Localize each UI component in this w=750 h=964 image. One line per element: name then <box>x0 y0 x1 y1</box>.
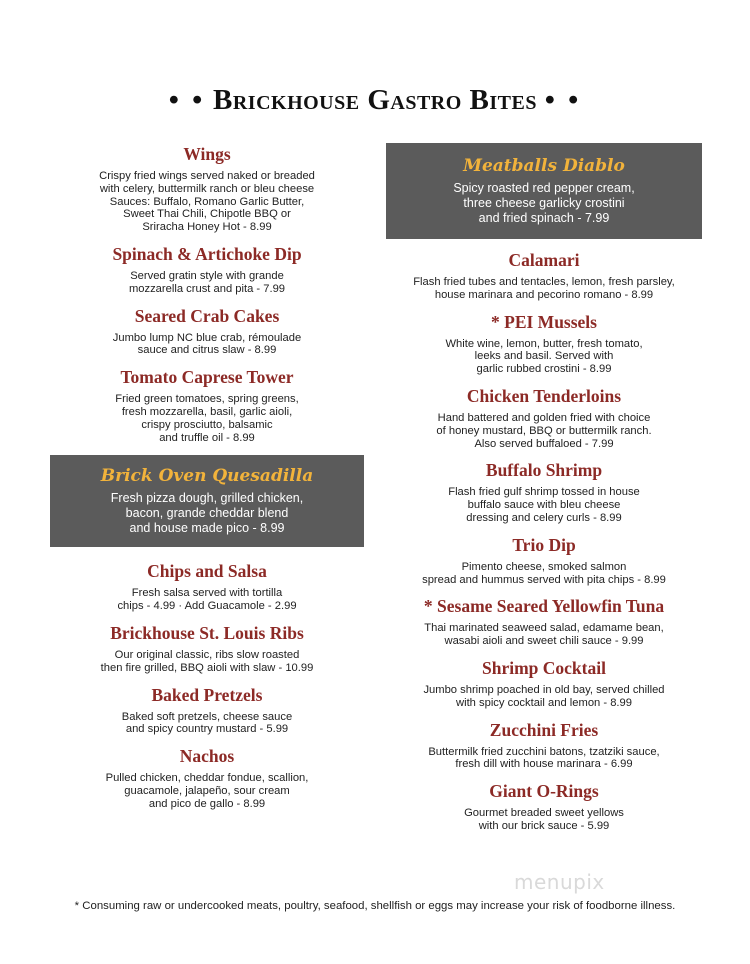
menu-item-calamari <box>386 249 702 302</box>
item-name: Baked Pretzels <box>151 684 263 705</box>
item-desc: Served gratin style with grande mozzarella crust and pita - 7.99 <box>128 269 286 295</box>
feature-box-meatballs <box>386 143 702 239</box>
item-desc: Flash fried tubes and tentacles, lemon, fresh parsley, house marinara and pecorino romano - 8.99 <box>413 276 675 301</box>
feature-desc: Fresh pizza dough, grilled chicken, bacon, grande cheddar blend and house made pico - 8.99 <box>110 491 304 536</box>
item-name: Calamari <box>508 250 580 270</box>
menu-item-wings <box>50 143 364 234</box>
menu-item-spinach-dip <box>50 243 364 296</box>
item-name: Tomato Caprese Tower <box>120 367 294 388</box>
item-desc: Gourmet breaded sweet yellows with our brick sauce - 5.99 <box>464 807 624 832</box>
title-dots-right: • • <box>544 84 582 116</box>
item-name: * Sesame Seared Yellowfin Tuna <box>423 596 665 617</box>
menu-title <box>0 84 750 117</box>
item-name: * PEI Mussels <box>491 311 597 332</box>
menu-item-caprese-tower <box>50 366 364 444</box>
menu-item-pretzels <box>50 684 364 737</box>
item-desc: Flash fried gulf shrimp tossed in house buffalo sauce with bleu cheese dressing and celery curls - 8.99 <box>448 486 640 524</box>
menupix-watermark: menupix <box>514 870 605 894</box>
menu-item-onion-rings <box>386 780 702 833</box>
item-desc: Fried green tomatoes, spring greens, fresh mozzarella, basil, garlic aioli, crispy prosciutto, balsamic and truffle oil - 8.99 <box>115 393 299 444</box>
item-name: Buffalo Shrimp <box>485 460 603 481</box>
item-desc: Baked soft pretzels, cheese sauce and spicy country mustard - 5.99 <box>121 710 293 736</box>
foodborne-illness-footnote: * Consuming raw or undercooked meats, poultry, seafood, shellfish or eggs may increase your risk of foodborne illness. <box>74 900 676 912</box>
item-desc: Thai marinated seaweed salad, edamame bean, wasabi aioli and sweet chili sauce - 9.99 <box>424 622 664 648</box>
item-name: Giant O-Rings <box>489 781 599 802</box>
menu-item-buffalo-shrimp <box>386 459 702 524</box>
menu-item-zucchini-fries <box>386 719 702 772</box>
item-desc: Jumbo lump NC blue crab, rémoulade sauce and citrus slaw - 8.99 <box>112 331 302 357</box>
item-desc: Our original classic, ribs slow roasted then fire grilled, BBQ aioli with slaw - 10.99 <box>100 648 314 674</box>
item-desc: White wine, lemon, butter, fresh tomato, leeks and basil. Served with garlic rubbed crostini - 8.99 <box>445 337 643 376</box>
item-desc: Pimento cheese, smoked salmon spread and hummus served with pita chips - 8.99 <box>422 560 666 586</box>
item-name: Shrimp Cocktail <box>482 657 606 678</box>
item-name: Spinach & Artichoke Dip <box>112 243 302 264</box>
feature-desc: Spicy roasted red pepper cream, three cheese garlicky crostini and fried spinach - 7.99 <box>453 181 635 225</box>
feature-name: Brick Oven Quesadilla <box>100 466 314 487</box>
title-dots-left: • • <box>168 84 206 116</box>
item-name: Wings <box>183 144 231 164</box>
menu-item-crab-cakes <box>50 305 364 358</box>
menu-item-shrimp-cocktail <box>386 657 702 710</box>
menu-item-chicken-tenderloins <box>386 385 702 450</box>
item-name: Chips and Salsa <box>147 561 267 582</box>
menu-item-chips-salsa <box>50 560 364 613</box>
item-desc: Crispy fried wings served naked or breaded with celery, buttermilk ranch or bleu cheese Sauces: Buffalo, Romano Garlic Butter, Sweet Thai Chili, Chipotle BBQ or Sriracha Honey Hot - 8.99 <box>99 170 315 234</box>
left-column <box>50 143 364 820</box>
menu-item-yellowfin-tuna <box>386 595 702 648</box>
feature-box-quesadilla <box>50 455 364 547</box>
menu-item-trio-dip <box>386 534 702 587</box>
item-name: Nachos <box>179 746 235 767</box>
item-desc: Jumbo shrimp poached in old bay, served chilled with spicy cocktail and lemon - 8.99 <box>423 683 665 709</box>
title-text: Brickhouse Gastro Bites <box>213 84 537 116</box>
item-desc: Hand battered and golden fried with choice of honey mustard, BBQ or buttermilk ranch. Also served buffaloed - 7.99 <box>436 411 652 450</box>
menu-item-nachos <box>50 745 364 810</box>
item-desc: Buttermilk fried zucchini batons, tzatziki sauce, fresh dill with house marinara - 6.99 <box>428 745 660 771</box>
item-name: Seared Crab Cakes <box>134 305 280 326</box>
item-desc: Fresh salsa served with tortilla chips - 4.99 · Add Guacamole - 2.99 <box>117 587 297 613</box>
menu-item-mussels <box>386 311 702 376</box>
item-name: Brickhouse St. Louis Ribs <box>110 622 304 643</box>
item-name: Zucchini Fries <box>489 719 599 740</box>
item-name: Trio Dip <box>512 534 576 555</box>
item-desc: Pulled chicken, cheddar fondue, scallion, guacamole, jalapeño, sour cream and pico de gallo - 8.99 <box>105 772 309 810</box>
right-column <box>386 143 702 842</box>
item-name: Chicken Tenderloins <box>466 385 622 406</box>
menu-item-ribs <box>50 622 364 675</box>
feature-name: Meatballs Diablo <box>463 156 625 176</box>
